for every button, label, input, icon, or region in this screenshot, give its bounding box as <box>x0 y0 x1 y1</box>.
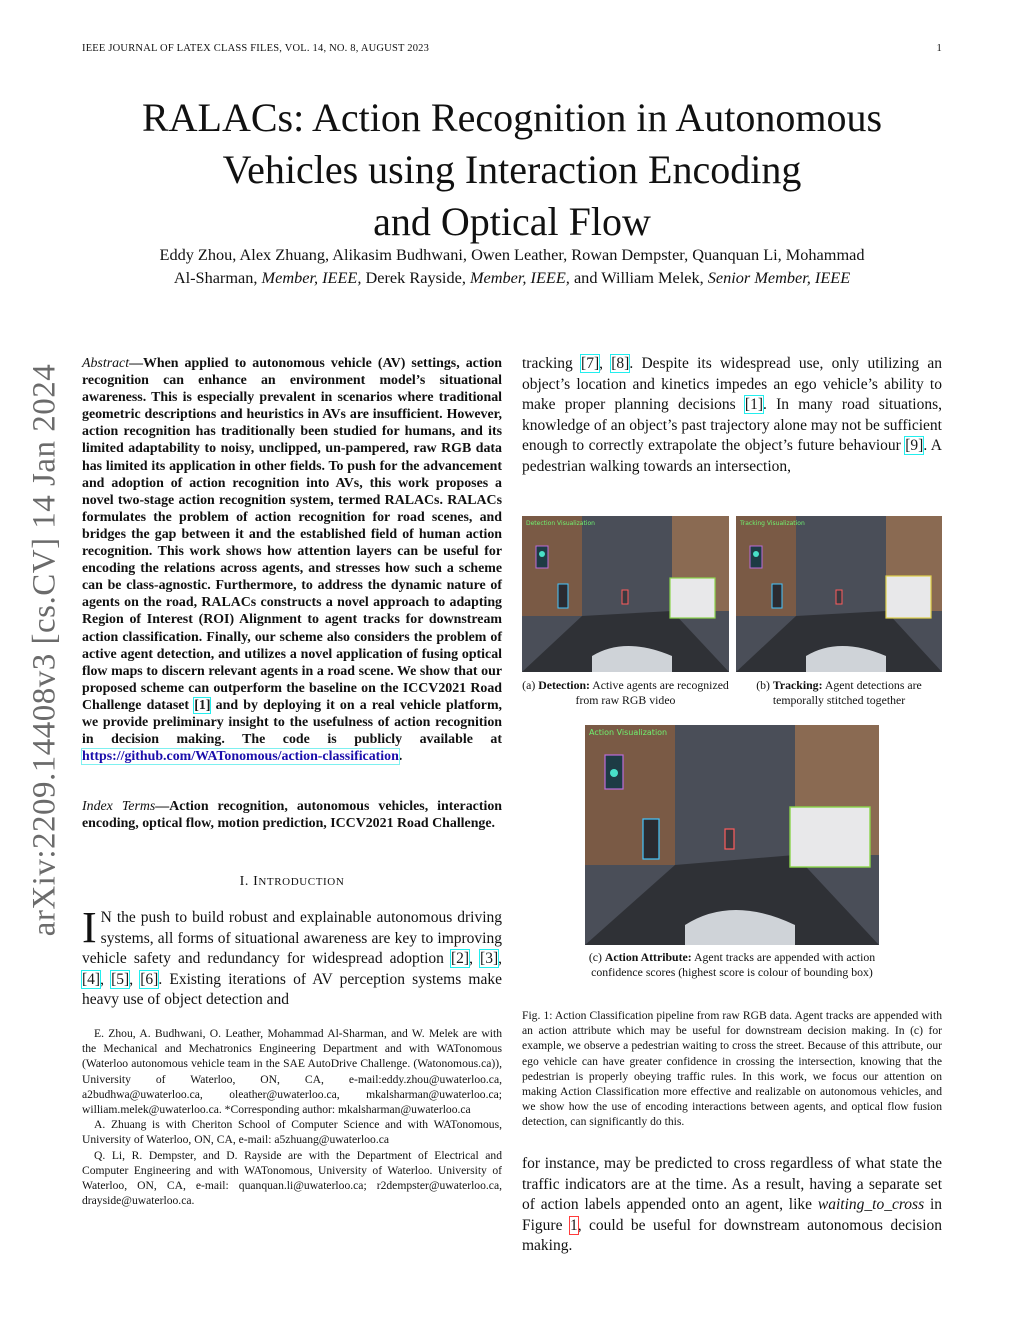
subcaption-c <box>575 950 889 980</box>
section-title-first: I <box>253 874 259 889</box>
citation-link[interactable]: [8] <box>611 355 630 372</box>
intro-text: N the push to build robust and explainable autonomous driving systems, all forms of situational awareness are key to improving vehicle safety and redundancy for widespread adoption <box>82 909 502 968</box>
abstract-label: Abstract <box>82 356 130 371</box>
figure-ref-link[interactable]: 1 <box>569 1216 578 1234</box>
code-url-link[interactable]: https://github.com/WATonomous/action-classification <box>82 749 399 765</box>
overlay-label: Action Visualization <box>589 728 668 737</box>
figure-image-action <box>585 725 879 945</box>
abstract-text: —When applied to autonomous vehicle (AV) settings, action recognition can enhance an environment model’s situational awareness. This is especially prevalent in scenarios where traditional geometric descriptions and heuristics in AVs are insufficient. However, action recognition has traditionally been studied for humans, and its limited adaptability to noisy, unclipped, un-pampered, raw RGB data has limited its application in other fields. To push for the advancement and adoption of action recognition into AVs, this work proposes a novel two-stage action recognition system, termed RALACs. RALACs formulates the problem of action recognition for road scenes, and bridges the gap between it and the established field of human action recognition. This work shows how attention layers can be useful for encoding the relations across agents, and stresses how such a scheme can be class-agnostic. Furthermore, to address the dynamic nature of agents on the road, RALACs constructs a novel approach to adapting Region of Interest (ROI) Alignment to agent tracks for downstream action classification. Finally, our scheme also considers the problem of active agent detection, and utilizes a novel application of fusing optical flow maps to discern relevant agents in a road scene. We show that our proposed scheme can outperform the baseline on the ICCV2021 Road Challenge dataset <box>82 356 502 713</box>
right-column-text-bottom <box>522 1154 942 1257</box>
action-label-italic: waiting_to_cross <box>817 1196 925 1214</box>
title-line: RALACs: Action Recognition in Autonomous <box>141 95 883 140</box>
abstract-text: . <box>398 749 403 765</box>
author-text: Al-Sharman, <box>173 268 262 287</box>
title-line: Vehicles using Interaction Encoding <box>222 147 802 192</box>
body-text: for instance, may be predicted to cross regardless of what state the traffic indicators are at the time. As a result, having a separate set of action labels appended onto an agent, like <box>522 1155 942 1214</box>
citation-link[interactable]: [3] <box>480 950 499 968</box>
index-terms-label: Index Terms <box>82 799 156 814</box>
footnote-paragraph: E. Zhou, A. Budhwani, O. Leather, Mohammad Al-Sharman, and W. Melek are with the Mechanical and Mechatronics Engineering Department and with WATonomous (Waterloo autonomous vehicle team in the SAE AutoDrive Challenge. (Watonomous.ca)), University of Waterloo, ON, CA, e-mail:eddy.zhou@uwaterloo.ca, a2budhwa@uwaterloo.ca, oleather@uwaterloo.ca, mkalsharman@uwaterloo.ca; william.melek@uwaterloo.ca. *Corresponding author: mkalsharman@uwaterloo.ca <box>82 1027 502 1117</box>
subcaption-text: Agent tracks are appended with action confidence scores (highest score is colour of bounding box) <box>591 950 876 979</box>
author-list <box>70 243 954 289</box>
body-text: , could be useful for downstream autonomous decision making. <box>522 1216 942 1255</box>
figure-caption: Fig. 1: Action Classification pipeline from raw RGB data. Agent tracks are appended with an action attribute which may be useful for downstream decision making. In (c) for example, we observe a pedestrian waiting to cross the street. Because of this attribute, our ego vehicle can have greater confidence in crossing the intersection, knowing that the pedestrian is properly obeying traffic rules. In this work, we focus our attention on making Action Classification more effective and realizable on autonomous vehicles, and we show how the use of encoding interactions between agents, and optical flow fusion detection, can significantly do this. <box>522 1009 942 1129</box>
subcaption-a <box>522 678 729 708</box>
abstract-text: and by deploying it on a real vehicle platform, we provide preliminary insight to the usefulness of action recognition in decision making. The code is publicly available at <box>82 697 502 748</box>
section-numeral: I. <box>239 874 254 889</box>
body-text: . A pedestrian walking towards an intersection, <box>522 437 942 475</box>
author-affil: Member, IEEE, <box>469 268 570 287</box>
figure-image-detection <box>522 516 729 672</box>
authors-line <box>70 266 954 289</box>
figure-image-tracking <box>736 516 942 672</box>
index-terms-text: —Action recognition, autonomous vehicles, interaction encoding, optical flow, motion prediction, ICCV2021 Road Challenge. <box>82 799 502 832</box>
overlay-label: Detection Visualization <box>526 520 595 527</box>
intro-paragraph: I N the push to build robust and explainable autonomous driving systems, all forms of situational awareness are key to improving vehicle safety and redundancy for widespread adoption [2], [3], [4], [5], [6]. Existing iterations of AV perception systems make heavy use of object detection and <box>82 903 502 1009</box>
body-text: in Figure <box>522 1196 943 1234</box>
footnote-paragraph: Q. Li, R. Dempster, and D. Rayside are with the Department of Electrical and Computer Engineering and with WATonomous, University of Waterloo. University of Waterloo, ON, CA, e-mail: quanquan.li@uwaterloo.ca; r2dempster@uwaterloo.ca, drayside@uwaterloo.ca. <box>82 1148 502 1208</box>
authors-line: Eddy Zhou, Alex Zhuang, Alikasim Budhwani, Owen Leather, Rowan Dempster, Quanquan Li, Mohammad <box>159 245 865 264</box>
paper-title <box>60 92 964 248</box>
section-heading <box>82 874 502 890</box>
subcaption-bold: Tracking: <box>772 678 823 692</box>
footnote-paragraph: A. Zhuang is with Cheriton School of Computer Science and with WATonomous, University of Waterloo, ON, CA, e-mail: a5zhuang@uwaterloo.ca <box>82 1118 502 1147</box>
overlay-label: Tracking Visualization <box>740 520 805 527</box>
citation-link[interactable]: [9] <box>905 437 924 455</box>
running-header: IEEE JOURNAL OF LATEX CLASS FILES, VOL. 14, NO. 8, AUGUST 2023 <box>82 43 430 54</box>
citation-link[interactable]: [1] <box>744 396 763 414</box>
arxiv-stamp: arXiv:2209.14408v3 [cs.CV] 14 Jan 2024 <box>26 363 63 937</box>
citation-link[interactable]: [1] <box>194 697 211 713</box>
citation-link[interactable]: [4] <box>82 970 101 988</box>
body-text: tracking <box>522 355 582 372</box>
intro-text: . Existing iterations of AV perception systems make heavy use of object detection and <box>82 970 502 1009</box>
abstract <box>82 355 502 765</box>
author-text: and William Melek, <box>569 268 708 287</box>
body-text: . In many road situations, knowledge of an object’s past trajectory alone may not be sufficient enough to correctly extrapolate the object’s future behaviour <box>522 396 942 455</box>
body-text: . Despite its widespread use, only utilizing an object’s location and kinetics impedes an ego vehicle’s ability to make proper planning decisions <box>522 355 942 414</box>
citation-link[interactable]: [5] <box>111 970 130 988</box>
subcaption-text: Agent detections are temporally stitched together <box>772 678 922 707</box>
subcaption-text: Active agents are recognized from raw RGB video <box>575 678 729 707</box>
subcaption-bold: Action Attribute: <box>604 950 692 964</box>
subcaption-b <box>736 678 942 708</box>
index-terms <box>82 798 502 832</box>
author-affil: Member, IEEE, <box>261 268 362 287</box>
citation-link[interactable]: [7] <box>581 355 600 372</box>
author-affil: Senior Member, IEEE <box>707 268 851 287</box>
right-column-text <box>522 354 942 478</box>
title-line: and Optical Flow <box>373 199 651 244</box>
author-footnotes <box>82 1026 502 1208</box>
subcaption-label: (a) <box>522 678 539 692</box>
page-number: 1 <box>936 43 942 54</box>
subcaption-label: (c) <box>588 950 605 964</box>
subcaption-label: (b) <box>756 678 773 692</box>
drop-cap: I <box>82 903 97 952</box>
body-text: , <box>599 355 612 372</box>
citation-link[interactable]: [6] <box>140 970 159 988</box>
subcaption-bold: Detection: <box>538 678 590 692</box>
author-text: Derek Rayside, <box>361 268 470 287</box>
citation-link[interactable]: [2] <box>451 950 470 968</box>
section-title-rest: NTRODUCTION <box>258 876 345 888</box>
